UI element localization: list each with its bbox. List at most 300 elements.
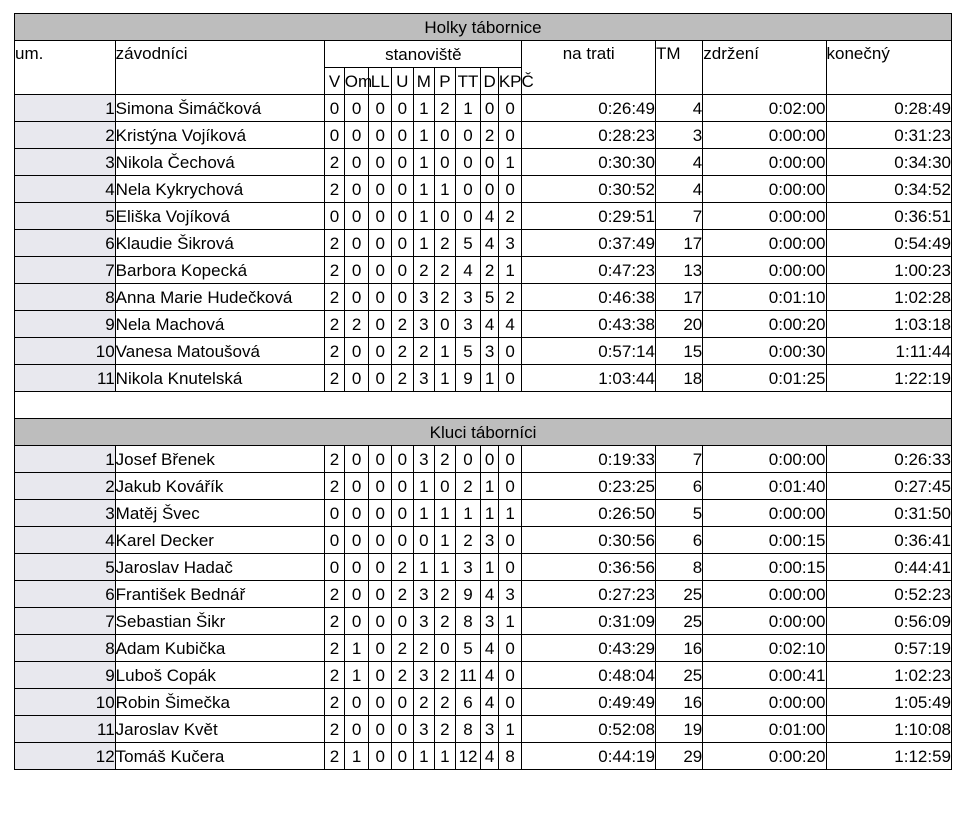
station-score-cell: 2 <box>325 689 345 716</box>
penalty-minutes-cell: 3 <box>655 122 702 149</box>
station-score-cell: 0 <box>481 95 498 122</box>
competitor-name: Kristýna Vojíková <box>115 122 325 149</box>
station-score-cell: 0 <box>344 230 369 257</box>
station-score-cell: 2 <box>435 257 456 284</box>
station-score-cell: 0 <box>455 122 481 149</box>
rank-cell: 4 <box>15 176 116 203</box>
station-score-cell: 0 <box>344 95 369 122</box>
delay-cell: 0:01:00 <box>703 716 826 743</box>
station-score-cell: 0 <box>369 554 392 581</box>
station-score-cell: 2 <box>325 284 345 311</box>
station-score-cell: 0 <box>498 689 522 716</box>
competitor-name: Jaroslav Hadač <box>115 554 325 581</box>
station-score-cell: 1 <box>435 554 456 581</box>
course-time-cell: 0:26:49 <box>522 95 656 122</box>
station-score-cell: 2 <box>435 662 456 689</box>
final-time-cell: 0:34:30 <box>826 149 951 176</box>
course-time-cell: 0:52:08 <box>522 716 656 743</box>
rank-cell: 12 <box>15 743 116 770</box>
competitor-name: Adam Kubička <box>115 635 325 662</box>
station-score-cell: 0 <box>344 338 369 365</box>
station-subheader: U <box>392 68 414 95</box>
station-score-cell: 2 <box>435 230 456 257</box>
delay-cell: 0:00:15 <box>703 527 826 554</box>
delay-cell: 0:00:00 <box>703 608 826 635</box>
penalty-minutes-cell: 7 <box>655 446 702 473</box>
header-row <box>15 41 952 68</box>
delay-header: zdržení <box>703 41 826 95</box>
station-score-cell: 2 <box>344 311 369 338</box>
station-score-cell: 5 <box>455 230 481 257</box>
station-score-cell: 0 <box>392 284 414 311</box>
station-score-cell: 1 <box>435 176 456 203</box>
station-score-cell: 2 <box>455 473 481 500</box>
station-score-cell: 1 <box>455 500 481 527</box>
station-score-cell: 0 <box>325 527 345 554</box>
rank-cell: 3 <box>15 500 116 527</box>
station-subheader: TT <box>455 68 481 95</box>
station-score-cell: 2 <box>413 338 435 365</box>
station-score-cell: 3 <box>455 311 481 338</box>
station-score-cell: 2 <box>481 257 498 284</box>
competitor-name: Eliška Vojíková <box>115 203 325 230</box>
station-score-cell: 0 <box>369 500 392 527</box>
station-score-cell: 2 <box>498 203 522 230</box>
girls-section-title: Holky tábornice <box>15 14 952 41</box>
stations-header: stanoviště <box>325 41 522 68</box>
station-score-cell: 1 <box>498 608 522 635</box>
station-score-cell: 0 <box>325 554 345 581</box>
station-score-cell: 0 <box>325 95 345 122</box>
table-row <box>15 122 952 149</box>
rank-cell: 10 <box>15 689 116 716</box>
penalty-minutes-cell: 7 <box>655 203 702 230</box>
station-score-cell: 0 <box>344 500 369 527</box>
competitor-name: Nela Machová <box>115 311 325 338</box>
final-time-cell: 0:28:49 <box>826 95 951 122</box>
rank-cell: 7 <box>15 257 116 284</box>
station-score-cell: 4 <box>481 743 498 770</box>
station-score-cell: 4 <box>481 230 498 257</box>
delay-cell: 0:00:00 <box>703 446 826 473</box>
penalty-minutes-cell: 4 <box>655 176 702 203</box>
station-score-cell: 4 <box>455 257 481 284</box>
penalty-minutes-cell: 15 <box>655 338 702 365</box>
course-time-cell: 0:28:23 <box>522 122 656 149</box>
rank-cell: 8 <box>15 635 116 662</box>
station-score-cell: 0 <box>369 95 392 122</box>
table-row <box>15 176 952 203</box>
penalty-minutes-cell: 5 <box>655 500 702 527</box>
table-row <box>15 662 952 689</box>
station-score-cell: 1 <box>435 527 456 554</box>
station-score-cell: 9 <box>455 365 481 392</box>
station-score-cell: 3 <box>481 716 498 743</box>
final-time-cell: 0:31:50 <box>826 500 951 527</box>
station-score-cell: 0 <box>435 122 456 149</box>
station-score-cell: 0 <box>455 446 481 473</box>
station-score-cell: 0 <box>344 284 369 311</box>
rank-cell: 10 <box>15 338 116 365</box>
final-time-cell: 1:05:49 <box>826 689 951 716</box>
station-score-cell: 5 <box>455 635 481 662</box>
station-score-cell: 2 <box>413 257 435 284</box>
course-time-header: na trati <box>522 41 656 95</box>
table-row <box>15 500 952 527</box>
station-score-cell: 3 <box>413 284 435 311</box>
station-score-cell: 1 <box>435 743 456 770</box>
station-score-cell: 2 <box>435 689 456 716</box>
station-score-cell: 1 <box>413 122 435 149</box>
station-score-cell: 0 <box>369 365 392 392</box>
delay-cell: 0:00:00 <box>703 230 826 257</box>
station-score-cell: 2 <box>435 95 456 122</box>
competitor-name: Robin Šimečka <box>115 689 325 716</box>
delay-cell: 0:00:20 <box>703 743 826 770</box>
station-score-cell: 1 <box>344 743 369 770</box>
boys-section-title: Kluci táborníci <box>15 419 952 446</box>
station-score-cell: 1 <box>498 257 522 284</box>
station-score-cell: 3 <box>481 338 498 365</box>
station-score-cell: 0 <box>369 662 392 689</box>
competitor-name: Tomáš Kučera <box>115 743 325 770</box>
station-score-cell: 0 <box>455 176 481 203</box>
course-time-cell: 0:23:25 <box>522 473 656 500</box>
station-score-cell: 0 <box>392 689 414 716</box>
station-score-cell: 3 <box>498 581 522 608</box>
rank-cell: 4 <box>15 527 116 554</box>
course-time-cell: 0:47:23 <box>522 257 656 284</box>
station-score-cell: 0 <box>344 716 369 743</box>
station-score-cell: 12 <box>455 743 481 770</box>
penalty-minutes-cell: 4 <box>655 95 702 122</box>
station-score-cell: 2 <box>325 149 345 176</box>
station-score-cell: 0 <box>369 473 392 500</box>
station-score-cell: 0 <box>481 149 498 176</box>
station-score-cell: 0 <box>369 689 392 716</box>
results-sheet <box>14 13 952 770</box>
course-time-cell: 0:30:30 <box>522 149 656 176</box>
final-time-cell: 1:10:08 <box>826 716 951 743</box>
station-score-cell: 11 <box>455 662 481 689</box>
final-time-cell: 1:22:19 <box>826 365 951 392</box>
station-score-cell: 6 <box>455 689 481 716</box>
penalty-minutes-cell: 19 <box>655 716 702 743</box>
station-score-cell: 1 <box>455 95 481 122</box>
course-time-cell: 0:46:38 <box>522 284 656 311</box>
table-row <box>15 527 952 554</box>
station-score-cell: 1 <box>413 95 435 122</box>
delay-cell: 0:00:00 <box>703 689 826 716</box>
station-score-cell: 9 <box>455 581 481 608</box>
station-score-cell: 0 <box>413 527 435 554</box>
station-score-cell: 2 <box>325 338 345 365</box>
competitor-name: Sebastian Šikr <box>115 608 325 635</box>
table-row <box>15 689 952 716</box>
competitor-name: Simona Šimáčková <box>115 95 325 122</box>
final-time-header: konečný <box>826 41 951 95</box>
station-score-cell: 2 <box>325 608 345 635</box>
final-time-cell: 0:56:09 <box>826 608 951 635</box>
station-score-cell: 0 <box>344 257 369 284</box>
delay-cell: 0:00:15 <box>703 554 826 581</box>
station-score-cell: 0 <box>392 122 414 149</box>
station-score-cell: 0 <box>498 473 522 500</box>
station-score-cell: 0 <box>455 149 481 176</box>
table-row <box>15 149 952 176</box>
station-score-cell: 0 <box>344 149 369 176</box>
station-score-cell: 8 <box>455 608 481 635</box>
station-score-cell: 0 <box>344 527 369 554</box>
station-subheader: LL <box>369 68 392 95</box>
competitor-name: Nikola Čechová <box>115 149 325 176</box>
station-score-cell: 0 <box>369 716 392 743</box>
station-score-cell: 3 <box>413 446 435 473</box>
station-score-cell: 2 <box>392 581 414 608</box>
station-score-cell: 3 <box>413 608 435 635</box>
station-score-cell: 0 <box>344 176 369 203</box>
delay-cell: 0:01:40 <box>703 473 826 500</box>
station-score-cell: 1 <box>435 338 456 365</box>
station-score-cell: 1 <box>413 743 435 770</box>
table-row <box>15 635 952 662</box>
delay-cell: 0:00:20 <box>703 311 826 338</box>
station-score-cell: 0 <box>498 176 522 203</box>
station-score-cell: 0 <box>392 743 414 770</box>
station-score-cell: 2 <box>325 473 345 500</box>
station-score-cell: 2 <box>413 635 435 662</box>
station-score-cell: 0 <box>325 203 345 230</box>
station-score-cell: 0 <box>392 176 414 203</box>
delay-cell: 0:00:00 <box>703 581 826 608</box>
delay-cell: 0:01:10 <box>703 284 826 311</box>
final-time-cell: 1:03:18 <box>826 311 951 338</box>
delay-cell: 0:00:30 <box>703 338 826 365</box>
station-score-cell: 2 <box>392 365 414 392</box>
station-score-cell: 2 <box>392 338 414 365</box>
station-subheader: V <box>325 68 345 95</box>
station-score-cell: 2 <box>413 689 435 716</box>
final-time-cell: 0:36:51 <box>826 203 951 230</box>
station-score-cell: 1 <box>481 500 498 527</box>
course-time-cell: 0:43:29 <box>522 635 656 662</box>
course-time-cell: 0:26:50 <box>522 500 656 527</box>
station-score-cell: 0 <box>435 203 456 230</box>
station-score-cell: 0 <box>435 311 456 338</box>
final-time-cell: 0:44:41 <box>826 554 951 581</box>
course-time-cell: 0:30:56 <box>522 527 656 554</box>
competitor-name: Anna Marie Hudečková <box>115 284 325 311</box>
station-score-cell: 5 <box>455 338 481 365</box>
table-row <box>15 365 952 392</box>
station-score-cell: 0 <box>344 608 369 635</box>
station-score-cell: 0 <box>498 446 522 473</box>
station-score-cell: 8 <box>498 743 522 770</box>
station-score-cell: 2 <box>435 446 456 473</box>
competitor-name: Josef Břenek <box>115 446 325 473</box>
station-score-cell: 0 <box>392 608 414 635</box>
penalty-minutes-cell: 29 <box>655 743 702 770</box>
penalty-minutes-header: TM <box>655 41 702 95</box>
station-score-cell: 4 <box>481 689 498 716</box>
station-score-cell: 1 <box>413 230 435 257</box>
station-score-cell: 0 <box>498 122 522 149</box>
station-score-cell: 2 <box>392 662 414 689</box>
station-score-cell: 3 <box>413 311 435 338</box>
girls-title-row <box>15 14 952 41</box>
station-score-cell: 1 <box>413 149 435 176</box>
station-score-cell: 0 <box>392 95 414 122</box>
station-score-cell: 2 <box>392 635 414 662</box>
station-score-cell: 0 <box>325 500 345 527</box>
station-score-cell: 0 <box>369 743 392 770</box>
station-subheader: D <box>481 68 498 95</box>
rank-cell: 5 <box>15 203 116 230</box>
final-time-cell: 0:54:49 <box>826 230 951 257</box>
table-row <box>15 608 952 635</box>
station-score-cell: 2 <box>325 743 345 770</box>
competitor-name: Klaudie Šikrová <box>115 230 325 257</box>
station-score-cell: 0 <box>369 284 392 311</box>
rank-cell: 8 <box>15 284 116 311</box>
final-time-cell: 0:34:52 <box>826 176 951 203</box>
station-score-cell: 0 <box>392 473 414 500</box>
station-score-cell: 0 <box>369 527 392 554</box>
table-row <box>15 473 952 500</box>
delay-cell: 0:00:00 <box>703 122 826 149</box>
station-score-cell: 0 <box>344 689 369 716</box>
spacer-row <box>15 392 952 419</box>
station-score-cell: 0 <box>369 581 392 608</box>
station-subheader: KPČ <box>498 68 522 95</box>
final-time-cell: 0:27:45 <box>826 473 951 500</box>
rank-cell: 1 <box>15 446 116 473</box>
station-score-cell: 3 <box>413 365 435 392</box>
delay-cell: 0:00:00 <box>703 257 826 284</box>
table-row <box>15 311 952 338</box>
table-row <box>15 581 952 608</box>
station-score-cell: 0 <box>435 635 456 662</box>
station-score-cell: 2 <box>325 446 345 473</box>
station-score-cell: 2 <box>325 716 345 743</box>
delay-cell: 0:00:41 <box>703 662 826 689</box>
station-score-cell: 0 <box>498 662 522 689</box>
final-time-cell: 0:52:23 <box>826 581 951 608</box>
station-score-cell: 0 <box>392 500 414 527</box>
rank-cell: 6 <box>15 230 116 257</box>
station-score-cell: 4 <box>481 635 498 662</box>
station-score-cell: 1 <box>344 662 369 689</box>
final-time-cell: 1:12:59 <box>826 743 951 770</box>
station-score-cell: 4 <box>481 311 498 338</box>
station-score-cell: 2 <box>435 284 456 311</box>
station-score-cell: 0 <box>498 527 522 554</box>
table-row <box>15 95 952 122</box>
station-score-cell: 0 <box>344 581 369 608</box>
station-score-cell: 3 <box>413 581 435 608</box>
course-time-cell: 1:03:44 <box>522 365 656 392</box>
station-score-cell: 1 <box>344 635 369 662</box>
table-row <box>15 230 952 257</box>
station-score-cell: 0 <box>369 149 392 176</box>
station-score-cell: 3 <box>455 284 481 311</box>
station-score-cell: 2 <box>392 311 414 338</box>
delay-cell: 0:00:00 <box>703 203 826 230</box>
station-score-cell: 4 <box>481 203 498 230</box>
course-time-cell: 0:43:38 <box>522 311 656 338</box>
station-score-cell: 0 <box>344 365 369 392</box>
rank-cell: 7 <box>15 608 116 635</box>
station-score-cell: 0 <box>344 473 369 500</box>
station-score-cell: 0 <box>498 95 522 122</box>
station-score-cell: 1 <box>413 554 435 581</box>
penalty-minutes-cell: 17 <box>655 230 702 257</box>
competitor-name: Jakub Kovářík <box>115 473 325 500</box>
rank-cell: 1 <box>15 95 116 122</box>
rank-cell: 3 <box>15 149 116 176</box>
penalty-minutes-cell: 25 <box>655 608 702 635</box>
competitor-name: Vanesa Matoušová <box>115 338 325 365</box>
final-time-cell: 1:11:44 <box>826 338 951 365</box>
penalty-minutes-cell: 4 <box>655 149 702 176</box>
station-score-cell: 0 <box>369 230 392 257</box>
station-score-cell: 0 <box>498 635 522 662</box>
rank-cell: 11 <box>15 365 116 392</box>
station-score-cell: 8 <box>455 716 481 743</box>
rank-cell: 9 <box>15 311 116 338</box>
delay-cell: 0:00:00 <box>703 176 826 203</box>
station-score-cell: 4 <box>498 311 522 338</box>
station-score-cell: 0 <box>344 203 369 230</box>
final-time-cell: 1:02:28 <box>826 284 951 311</box>
penalty-minutes-cell: 25 <box>655 581 702 608</box>
station-score-cell: 0 <box>392 527 414 554</box>
table-row <box>15 203 952 230</box>
station-score-cell: 0 <box>369 608 392 635</box>
station-score-cell: 0 <box>369 257 392 284</box>
competitor-name: Matěj Švec <box>115 500 325 527</box>
course-time-cell: 0:19:33 <box>522 446 656 473</box>
station-score-cell: 1 <box>413 473 435 500</box>
station-score-cell: 2 <box>481 122 498 149</box>
course-time-cell: 0:48:04 <box>522 662 656 689</box>
station-score-cell: 4 <box>481 662 498 689</box>
station-score-cell: 3 <box>413 716 435 743</box>
station-score-cell: 0 <box>369 446 392 473</box>
final-time-cell: 0:31:23 <box>826 122 951 149</box>
station-score-cell: 0 <box>392 149 414 176</box>
station-score-cell: 0 <box>392 716 414 743</box>
station-score-cell: 0 <box>344 446 369 473</box>
station-score-cell: 2 <box>325 230 345 257</box>
competitor-name: Nikola Knutelská <box>115 365 325 392</box>
table-row <box>15 743 952 770</box>
station-score-cell: 2 <box>435 608 456 635</box>
competitor-name: Barbora Kopecká <box>115 257 325 284</box>
station-score-cell: 0 <box>369 203 392 230</box>
section-spacer <box>15 392 952 419</box>
station-subheader: Om <box>344 68 369 95</box>
station-score-cell: 1 <box>413 176 435 203</box>
station-score-cell: 3 <box>481 527 498 554</box>
station-score-cell: 3 <box>481 608 498 635</box>
station-score-cell: 2 <box>325 365 345 392</box>
delay-cell: 0:00:00 <box>703 149 826 176</box>
competitor-name: Jaroslav Květ <box>115 716 325 743</box>
penalty-minutes-cell: 16 <box>655 635 702 662</box>
station-score-cell: 2 <box>325 311 345 338</box>
table-row <box>15 257 952 284</box>
